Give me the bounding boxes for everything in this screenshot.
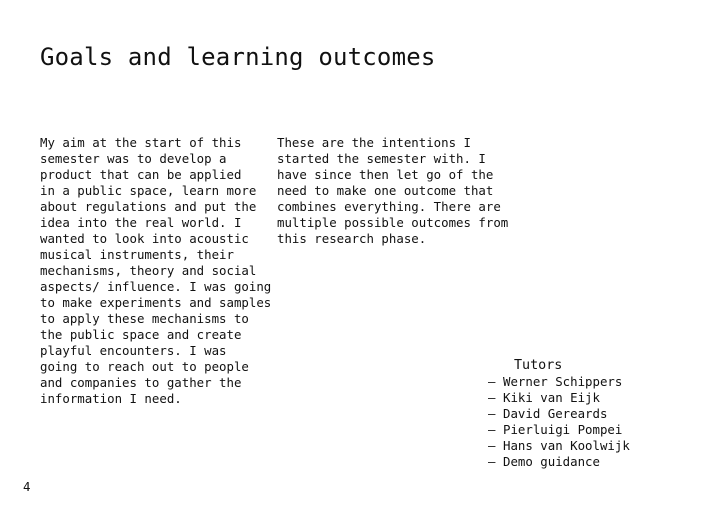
paragraph-line: this research phase.: [277, 231, 427, 246]
paragraph-line: started the semester with. I: [277, 151, 486, 166]
paragraph-line: semester was to develop a: [40, 151, 227, 166]
tutor-name: Pierluigi Pompei: [503, 422, 623, 437]
paragraph-line: idea into the real world. I: [40, 215, 242, 230]
paragraph-line: in a public space, learn more: [40, 183, 257, 198]
tutor-name: Werner Schippers: [503, 374, 623, 389]
paragraph-line: wanted to look into acoustic: [40, 231, 249, 246]
paragraph-line: product that can be applied: [40, 167, 242, 182]
paragraph-line: to apply these mechanisms to: [40, 311, 249, 326]
paragraph-line: the public space and create: [40, 327, 242, 342]
paragraph-line: to make experiments and samples: [40, 295, 272, 310]
tutor-item: [488, 454, 630, 470]
tutor-name: Hans van Koolwijk: [503, 438, 630, 453]
tutor-item: [488, 374, 630, 390]
goals-paragraph: [40, 135, 272, 407]
paragraph-line: combines everything. There are: [277, 199, 501, 214]
paragraph-line: going to reach out to people: [40, 359, 249, 374]
dash-bullet: –: [488, 390, 496, 405]
paragraph-line: about regulations and put the: [40, 199, 257, 214]
dash-bullet: –: [488, 406, 496, 421]
paragraph-line: These are the intentions I: [277, 135, 471, 150]
page-number: 4: [23, 479, 31, 494]
paragraph-line: aspects/ influence. I was going: [40, 279, 272, 294]
paragraph-line: musical instruments, their: [40, 247, 234, 262]
tutor-list: [488, 374, 630, 470]
tutor-item: [488, 406, 630, 422]
dash-bullet: –: [488, 374, 496, 389]
paragraph-line: need to make one outcome that: [277, 183, 494, 198]
dash-bullet: –: [488, 422, 496, 437]
page-title: Goals and learning outcomes: [40, 43, 436, 71]
paragraph-line: information I need.: [40, 391, 182, 406]
tutor-name: Kiki van Eijk: [503, 390, 600, 405]
dash-bullet: –: [488, 438, 496, 453]
tutors-heading: Tutors: [514, 358, 563, 373]
tutor-name: Demo guidance: [503, 454, 600, 469]
paragraph-line: have since then let go of the: [277, 167, 494, 182]
tutor-item: [488, 390, 630, 406]
tutors-section: [488, 358, 630, 470]
paragraph-line: and companies to gather the: [40, 375, 242, 390]
dash-bullet: –: [488, 454, 496, 469]
paragraph-line: multiple possible outcomes from: [277, 215, 509, 230]
paragraph-line: mechanisms, theory and social: [40, 263, 257, 278]
intentions-paragraph: [277, 135, 509, 247]
tutor-item: [488, 422, 630, 438]
paragraph-line: My aim at the start of this: [40, 135, 242, 150]
tutor-name: David Gereards: [503, 406, 608, 421]
paragraph-line: playful encounters. I was: [40, 343, 227, 358]
tutor-item: [488, 438, 630, 454]
